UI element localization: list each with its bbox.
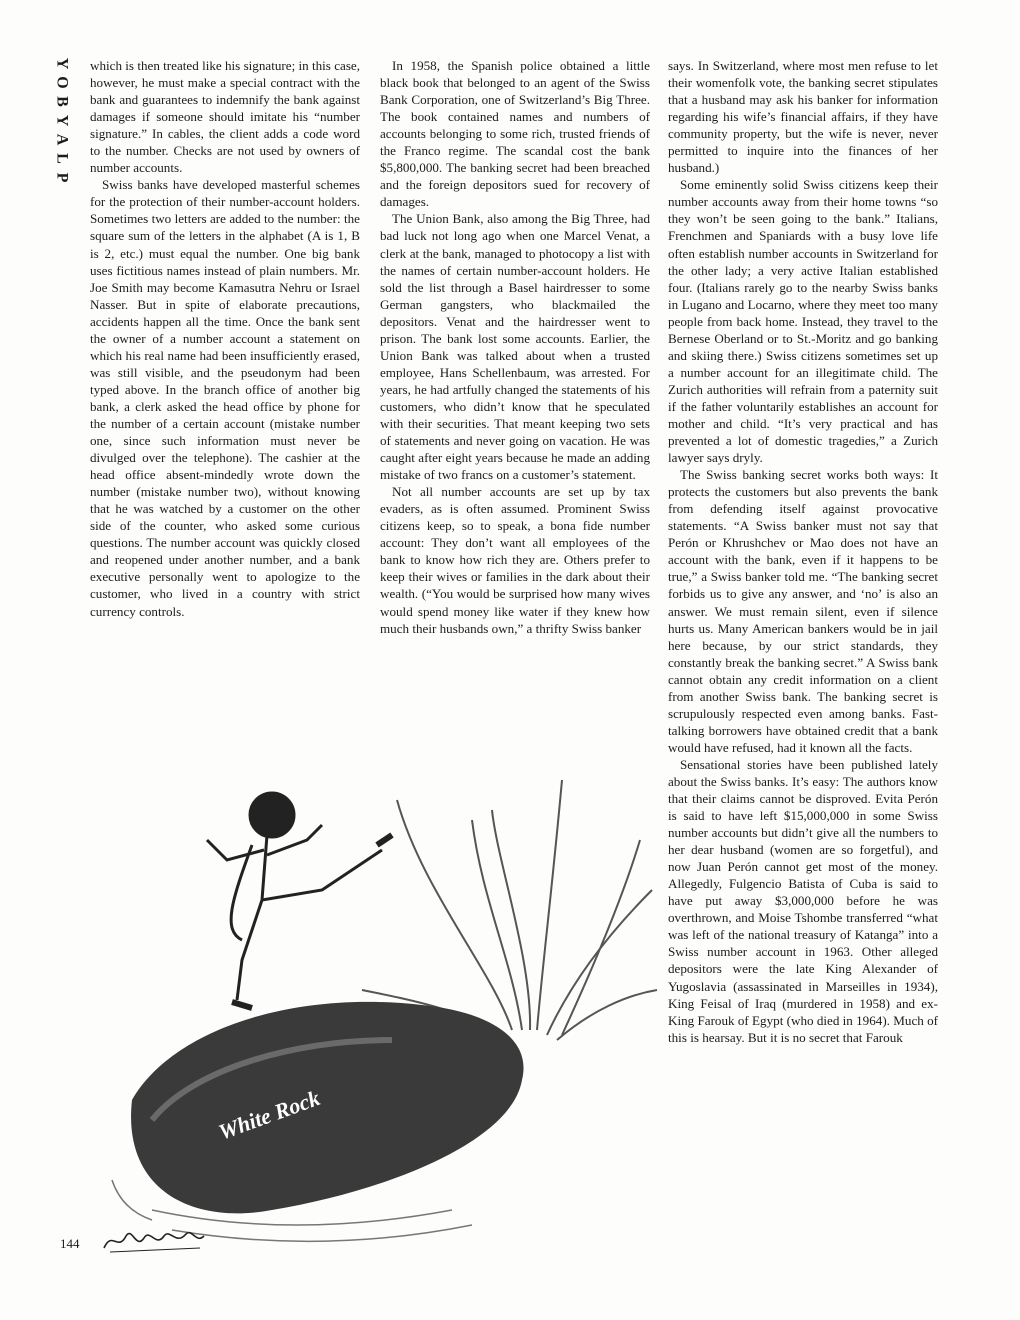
paragraph: says. In Switzerland, where most men refuse to let their womenfolk vote, the banking secret stipulates that a husband may ask his banker for information regarding his wife’s financial affairs, if they have community property, but the wife is never, never permitted to inquire into the finances of her husband.)	[668, 58, 938, 176]
paragraph: The Swiss banking secret works both ways: It protects the customers but also prevents the bank from defending itself against provocative statements. “A Swiss banker must not say that Perón or Khrushchev or Mao does not have an account with the bank, even if it happens to be true,” a Swiss banker told me. “The banking secret forbids us to give any answer, and ‘no’ is also an answer. We must remain silent, even if silence hurts us. Many American bankers would be in jail here because, by our strict standards, they constantly break the banking secret.” A Swiss bank cannot obtain any credit information on a client from another Swiss bank. The banking secret is scrupulously respected even among banks. Fast-talking borrowers have obtained credit that a bank would have refused, had it known all the facts.	[668, 467, 938, 755]
magazine-letter: B	[53, 96, 71, 107]
article-column-2	[380, 57, 650, 637]
magazine-letter: O	[53, 76, 71, 89]
paragraph: which is then treated like his signature; in this case, however, he must make a special contract with the bank and guarantees to indemnify the bank against damages if someone should imitate his “number signature.” In cables, the client adds a code word to the number. Checks are not used by owners of number accounts.	[90, 58, 360, 176]
article-column-1	[90, 57, 360, 620]
paragraph: The Union Bank, also among the Big Three, had bad luck not long ago when one Marcel Venat, a clerk at the bank, managed to photocopy a list with the names of certain number-account holders. He sold the list through a Basel hairdresser to some German gangsters, who blackmailed the depositors. Venat and the hairdresser went to prison. The bank lost some accounts. Earlier, the Union Bank was talked about when a trusted employee, Hans Schellenbaum, was arrested. For years, he had artfully changed the statements of his customers, who didn’t know that he speculated with their securities. That meant keeping two sets of statements and never going on vacation. He was caught after eight years because he made an adding mistake of two francs on a customer’s statement.	[380, 211, 650, 483]
artist-signature	[100, 1222, 210, 1258]
cartoon-illustration	[92, 740, 662, 1260]
paragraph: In 1958, the Spanish police obtained a little black book that belonged to an agent of the Swiss Bank Corporation, one of Switzerland’s Big Three. The book contained names and numbers of accounts belonging to some rich, trusted friends of the Franco regime. The scandal cost the bank $5,800,000. The banking secret had been breached and the foreign depositors sued for recovery of damages.	[380, 58, 650, 210]
magazine-letter: L	[53, 153, 71, 164]
paragraph: Swiss banks have developed masterful schemes for the protection of their number-account holders. Sometimes two letters are added to the number: the square sum of the letters in the alphabet (A is 1, B is 2, etc.) must equal the number. One big bank uses fictitious names instead of plain numbers. Mr. Joe Smith may become Kamasutra Nehru or Israel Nasser. But in spite of elaborate precautions, accidents happen all the time. Once the bank sent the owner of a number account a statement on which his real name had been insufficiently erased, was still visible, and the pseudonym had been typed above. In the branch office of another big bank, a clerk asked the head office by phone for the number of a certain account (mistake number one, since such information must never be divulged over the telephone). The cashier at the head office absent-mindedly wrote down the number (mistake number two), without knowing that he was watched by a customer on the other side of the counter, who asked some curious questions. The number account was quickly closed and reopened under another number, and a bank executive personally went to apologize to the customer, who lived in a country with strict currency controls.	[90, 177, 360, 619]
page-number: 144	[60, 1236, 80, 1251]
magazine-name-vertical	[50, 54, 74, 187]
rock	[131, 1002, 523, 1213]
rock-label: White Rock	[215, 1085, 324, 1145]
article-column-3	[668, 57, 938, 1046]
magazine-letter: Y	[53, 57, 71, 70]
magazine-letter: P	[53, 172, 71, 183]
magazine-letter: A	[53, 133, 71, 146]
paragraph: Not all number accounts are set up by tax evaders, as is often assumed. Prominent Swiss citizens keep, so to speak, a bona fide number account: They don’t want all employees of the bank to know how rich they are. Others prefer to keep their wives or families in the dark about their wealth. (“You would be surprised how many wives would spend money like water if they knew how much their husbands own,” a thrifty Swiss banker	[380, 484, 650, 636]
paragraph: Some eminently solid Swiss citizens keep their number accounts away from their home towns “so they won’t be seen going to the bank.” Italians, Frenchmen and Spaniards with a busy love life often establish number accounts in Switzerland for the other lady; a very active Italian established four. (Italians rarely go to the nearby Swiss banks in Lugano and Locarno, where they meet too many people from back home. Instead, they travel to the Bernese Oberland or to St.-Moritz and go banking and skiing there.) Swiss citizens sometimes set up a number account for an illegitimate child. The Zurich authorities will refrain from a paternity suit if the father voluntarily establishes an account for mother and child. “It’s very practical and has prevented a lot of domestic tragedies,” a Zurich lawyer says dryly.	[668, 177, 938, 466]
paragraph: Sensational stories have been published lately about the Swiss banks. It’s easy: The authors know that their claims cannot be disproved. Evita Perón is said to have left $15,000,000 in some Swiss number accounts but didn’t give all the numbers to her dear husband (women are so forgetful), and now Juan Perón cannot get most of the money. Allegedly, Fulgencio Batista of Cuba is said to have put away $3,000,000 before he was overthrown, and Moise Tshombe transferred “what was left of the national treasury of Katanga” into a Swiss number account in 1963. Other alleged depositors were the late King Alexander of Yugoslavia (assassinated in Marseilles in 1934), King Feisal of Iraq (murdered in 1958) and ex-King Farouk of Egypt (who died in 1964). Much of this is hearsay. But it is no secret that Farouk	[668, 756, 938, 1045]
kicking-figure	[207, 793, 392, 1008]
magazine-letter: Y	[53, 114, 71, 127]
